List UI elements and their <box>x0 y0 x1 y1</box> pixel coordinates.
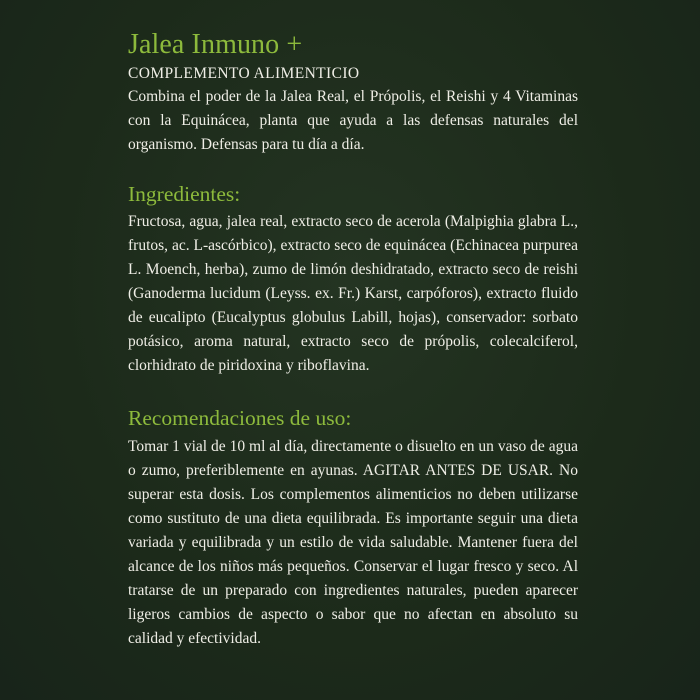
product-title: Jalea Inmuno + <box>128 29 303 60</box>
recommendations-heading: Recomendaciones de uso: <box>128 406 352 430</box>
recommendations-text: Tomar 1 vial de 10 ml al día, directamente o disuelto en un vaso de agua o zumo, preferiblemente en ayunas. AGITAR ANTES DE USAR. No superar esta dosis. Los complementos alimenticios no deben utilizarse como sustituto de una dieta equilibrada. Es importante seguir una dieta variada y equilibrada y un estilo de vida saludable. Mantener fuera del alcance de los niños más pequeños. Conservar el lugar fresco y seco. Al tratarse de un preparado con ingredientes naturales, pueden aparecer ligeros cambios de aspecto o sabor que no afectan en absoluto su calidad y efectividad. <box>128 438 578 647</box>
ingredients-heading: Ingredientes: <box>128 182 241 206</box>
product-subtitle: COMPLEMENTO ALIMENTICIO <box>128 65 360 82</box>
product-label <box>128 28 578 651</box>
product-description: Combina el poder de la Jalea Real, el Própolis, el Reishi y 4 Vitaminas con la Equinácea, planta que ayuda a las defensas naturales del organismo. Defensas para tu día a día. <box>128 88 578 153</box>
ingredients-text: Fructosa, agua, jalea real, extracto seco de acerola (Malpighia glabra L., frutos, ac. L-ascórbico), extracto seco de equinácea (Echinacea purpurea L. Moench, herba), zumo de limón deshidratado, extracto seco de reishi (Ganoderma lucidum (Leyss. ex. Fr.) Karst, carpóforos), extracto fluido de eucalipto (Eucalyptus globulus Labill, hojas), conservador: sorbato potásico, aroma natural, extracto seco de própolis, colecalciferol, clorhidrato de piridoxina y riboflavina. <box>128 213 578 374</box>
